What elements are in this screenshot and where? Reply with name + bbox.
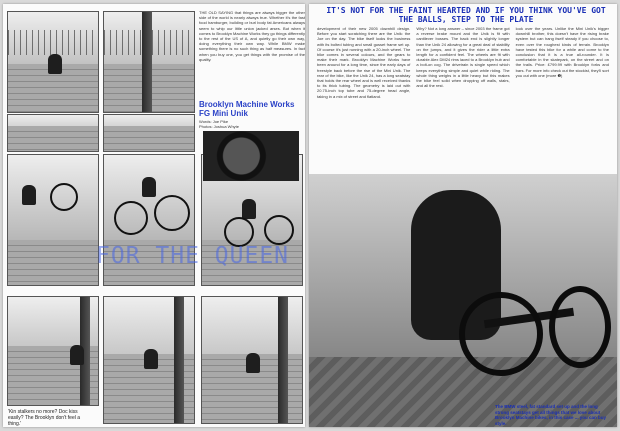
byline: Words: Joe Pike Photos: Joshua Whyte	[199, 119, 240, 129]
intro-paragraph: THE OLD SAYING that things are always bigger the other side of the world is nearly always true. Whether it's the fast food hamburger, building or burl body fat Americans always seem to whip our little union jacked arses. But when it comes to Brooklyn Machine Works they go things differently to the rest of the US of A, and quietly go their own way, doing everything their own way. While BMW make something there is no such thing as half measures. In fact when you buy one, you get things with the promise of the quality.	[199, 10, 305, 62]
photo-sequence-2	[103, 11, 195, 113]
column-text: development of their new 2005 downhill design. Before you start scratching there are the Unik: the Joe on the day. The bike itself looks the business with its bolted tubing and small gusset frame set up. Of course it's just running with a 20-inch wheel. The bike comes in several colours, and the gears to make their mark. Brooklyn Machine Works have been around for a long time, since the early days of freestyle back before the rise of the Mini Unik. The rear of the bike, like the Unik 24, has a long seatstay that holds the rear wheel and is well received thanks to its thick tubing. The geometry is laid out with 20.75-inch top tube and 75-degree head angle, taking in a mix of street and flatland.	[317, 26, 411, 99]
column-text: look over the years. Unlike the Mini Unik's bigger downhill brother, this doesn't have the rising brake system but can hang itself steady if you choose to, even over the roughest kinds of terrain. Brooklyn have tested this bike for a while and come to the conclusion that it is a true all-rounder. It is comfortable in the skatepark, on the street and on the trails. Price: £799.99 with Brooklyn forks and bars. For more info check out the stockist, they'll sort you out with one (more ❶)	[515, 26, 609, 78]
feature-title: FOR THE QUEEN	[96, 243, 290, 269]
right-page	[309, 4, 617, 427]
photo-caption-right: The BMW steel, fat standard set up and the long strong seatstays get all things that we love about Brooklyn Machine bikes, in this case ... you can buy style.	[495, 404, 607, 426]
rider-photo	[309, 174, 617, 427]
photo-sequence-top-mid	[103, 114, 195, 152]
photo-sequence-top-left	[7, 114, 99, 152]
photo-caption-left: 'Kin stalkers no more? Doc kiss easily? The Brooklyn don't feel a thing.'	[8, 409, 81, 427]
photo-sequence-7	[7, 296, 99, 406]
left-page	[3, 4, 305, 427]
photo-sequence-1	[7, 11, 99, 113]
photo-sequence-8	[103, 296, 195, 424]
photo-sequence-9	[201, 296, 303, 424]
review-headline: Brooklyn Machine Works FG Mini Unik	[199, 100, 295, 118]
photo-sequence-4	[7, 154, 99, 286]
bike-closeup-photo	[203, 131, 299, 181]
article-intro-text	[199, 10, 305, 65]
pull-headline: IT'S NOT FOR THE FAINT HEARTED AND IF YOU THINK YOU'VE GOT THE BALLS, STEP TO THE PLATE	[326, 6, 606, 24]
column-text: Why? Not a long answer – since 2003 the frame got a reverse brake mount and the Unik is fit with cantilever bosses. The back end is slightly longer than the Unik 24 allowing for a great deal of stability on the jumps, and it gives the rider a little extra length for a confident feel. The wheels are fit with durable Alex DM24 rims laced to a Brooklyn hub and a bolt-on cog. The drivetrain is single speed which keeps everything simple and quiet while riding. The whole thing weighs in a little heavy but this makes the bike feel solid when dropping off walls, stairs, and all the rest.	[416, 26, 510, 89]
